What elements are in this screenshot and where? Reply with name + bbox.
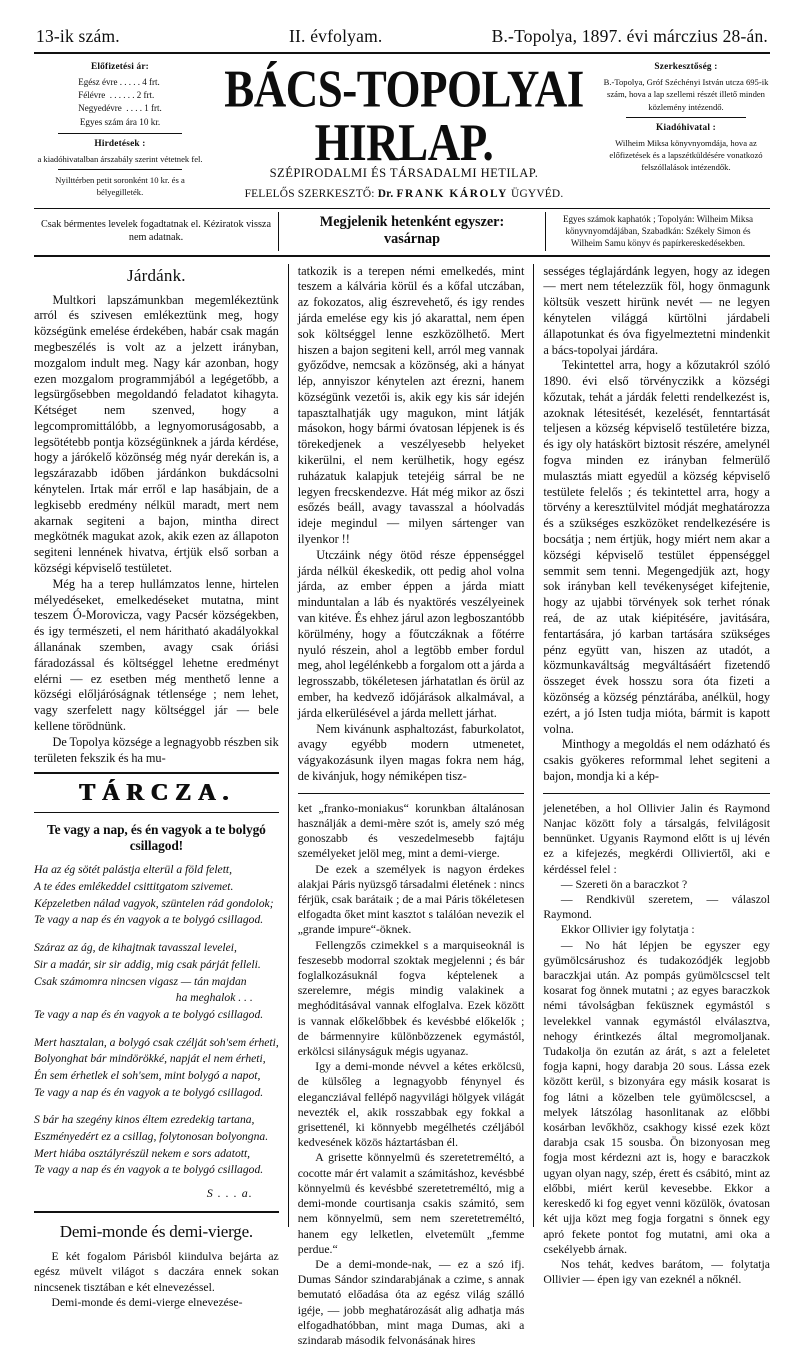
paper-subtitle: SZÉPIRODALMI ÉS TÁRSADALMI HETILAP. bbox=[269, 166, 539, 180]
article-columns bbox=[34, 263, 770, 1347]
poem-line: Én sem érhetlek el soh'sem, mint bolygó a napot, bbox=[34, 1068, 261, 1082]
masthead bbox=[34, 54, 770, 200]
price-row: Egész évre . . . . . 4 frt. bbox=[78, 77, 160, 88]
issue-place-date: B.-Topolya, 1897. évi márczius 28-án. bbox=[491, 26, 768, 46]
ads-heading: Hirdetések : bbox=[94, 138, 146, 149]
open-letters-text: Nyilttérben petit soronként 10 kr. és a bélyegilleték. bbox=[55, 175, 185, 198]
article-paragraph: Még ha a terep hullámzatos lenne, hirtelen mélyedéseket, emelkedéseket mutatna, mint teszem Ó-Morovicza, vagy Pacsér községekben, és igy természeti, el nem háritható akadályokkal állanának szemben, avagy csak óriási fáradozással és költséggel lehetne eredményt elérni — ez esetben még menthető lenne a községi előljáróságnak tétlensége ; nem lehet, vagy szerfelett nagy költséggel jár — bele kellene törödnünk. bbox=[34, 576, 279, 734]
editor-prefix: FELELŐS SZERKESZTŐ: bbox=[244, 188, 375, 200]
publisher-heading: Kiadóhivatal : bbox=[656, 122, 716, 133]
publisher-address: Wilheim Miksa könyvnyomdája, hova az előfizetések és a lapszétküldésére vonatkozó felszóllalások intézendők. bbox=[609, 137, 763, 173]
poem-stanza bbox=[34, 862, 279, 929]
feuilleton-paragraph: Ekkor Ollivier igy folytatja : bbox=[560, 923, 695, 937]
poem-line: Te vagy a nap és én vagyok a te bolygó csillagod. bbox=[34, 913, 264, 927]
banner-row bbox=[34, 208, 770, 257]
issue-line bbox=[34, 26, 770, 52]
poem-line: Ha az ég sötét palástja elterül a föld felett, bbox=[34, 863, 233, 877]
article-paragraph: Minthogy a megoldás el nem odázható és csakis gyökeres reformmal lehet segiteni a bajon, mondja ki a kép- bbox=[543, 737, 770, 784]
poem-line: Te vagy a nap és én vagyok a te bolygó csillagod. bbox=[34, 1163, 264, 1177]
main-article-title: Járdánk. bbox=[127, 265, 186, 285]
feuilleton-paragraph: Demi-monde és demi-vierge elnevezése- bbox=[51, 1295, 243, 1309]
poem-line: S bár ha szegény kinos éltem ezredekig tartana, bbox=[34, 1113, 255, 1127]
article-paragraph: Multkori lapszámunkban megemlékeztünk arról és szivesen emlékeztünk meg, hogy községünk emelése érdekében, habár csak magán megbeszélés is volt az a jelzett irányban, mozgalom indult meg. Nagy kár azonban, hogy ezen mozgalom programmjából a legégetőbb, a legsürgősebben megoldandó feladatot kihagyta. Kétséget nem szenved, hogy a legcompromittálóbb, a legnyomoruságosabb, a legsötétebb pontja községünknek a járda kérdése, hogy a járókelő közönség még nyár derekán is, a legszárazabb időben járdánkon bukdácsolni kénytelen. Irtak már erről e lap hasábjain, de a legkisebb eredmény nélkül maradt, mert nem akarnak segiteni a bajon, mintha direct megkötnék magukat azok, akik ezen az állapoton segiteni lennének hivatva, értjük első sorban a községi képviselő testületet. bbox=[34, 292, 279, 576]
masthead-left-column bbox=[34, 59, 206, 200]
masthead-center bbox=[206, 59, 602, 200]
price-row: Félévre . . . . . . 2 frt. bbox=[78, 90, 155, 101]
feuilleton-paragraph: jelenetében, a hol Ollivier Jalin és Raymond Nanjac között foly a társalgás, felvilágosit bennünket. Ugyanis Raymond előtt is uj lévén ez a kifejezés, megkérdi Olliviertől, aki e kérdéssel felel : bbox=[543, 801, 770, 876]
article-paragraph: tatkozik is a terepen némi emelkedés, mint teszem a kálvária körül és a kőfal utczában, az fokozatos, alig észrevehető, és igy rendes járda emelése egy kis jó akarattal, nem épen sok költséggel lenne eszközölhető. Mert hiszen a bajon segiteni kell, arról meg vannak győződve, nemcsak a közönség, aki a hányat lép, annyiszor kénytelen azt érezni, hanem községünk vezetői is, akik egy kis sár idején tapasztalhatják ugy magukon, mint látják másokon, hogy bármi óvatosan lépjenek is és törekedjenek a veszélyesebb helyeket kikerülni, el nem kerülhetik, hogy egész ruházatuk kalapjuk tetejéig sárral be ne legyen frecskendezve. Hát még mikor az őszi esőzés beáll, avagy tavasszal a hóolvadás ideje megindul — milyen sártenger van ilyenkor !! bbox=[297, 263, 525, 547]
feuilleton-dialogue-line: — Szereti ön a baraczkot ? bbox=[560, 877, 688, 891]
ads-text: a kiadóhivatalban árszabály szerint vétetnek fel. bbox=[37, 153, 203, 164]
editor-suffix: ÜGYVÉD. bbox=[511, 188, 564, 200]
column-2 bbox=[288, 263, 535, 1347]
column-3 bbox=[534, 263, 770, 1287]
article-paragraph: Nem kivánunk asphaltozást, faburkolatot, avagy egyébb modern utmenetet, vágyakozásunk ilyen magas fokra nem hág, de kivánjuk, hogy némiképen tisz- bbox=[297, 721, 525, 784]
banner-postage-note: Csak bérmentes levelek fogadtatnak el. Kéziratok vissza nem adatnak. bbox=[41, 218, 271, 244]
feuilleton-paragraph: Igy a demi-monde névvel a kétes erkölcsü, de külsőleg a legnagyobb fénynyel és elegancziával fellépő nagyvilági hölgyek világát nevezték el, akik rosszabbak egy fokkal a grisettenél, ki könnyebb megélhetés czéljából kedvesének közös háztartásban él. bbox=[297, 1060, 525, 1150]
poem-line: Sir a madár, sir sir addig, mig csak párját felleli. bbox=[34, 957, 261, 971]
feuilleton-rule bbox=[298, 793, 525, 794]
article-paragraph: Utczáink négy ötöd része éppenséggel járda nélkül ékeskedik, ott pedig ahol volna járda, az ember éppen a járda miatt minduntalan a láb és nyaktörés veszélyeinek van kitéve. És ehhez járul azon legboszantóbb körülmény, hogy a főutczáknak a főtérre nyuló részein, ahol a legtöbb ember fordul meg, ahol legélénkebb a forgalom ott a járda a legrosszabb, tökéletesen járhatatlan és örül az ember, ha kedvező időjárások alkalmával, a járda elkerülésével a járda mellett járhat. bbox=[297, 547, 525, 720]
poem-stanza bbox=[34, 940, 279, 1023]
article-paragraph: De Topolya községe a legnagyobb részben sik területen fekszik és ha mu- bbox=[34, 734, 279, 765]
paper-editor-line bbox=[210, 188, 598, 200]
poem-line: ha meghalok . . . bbox=[175, 991, 253, 1005]
feuilleton-dialogue-line: — Rendkivül szeretem, — válaszol Raymond. bbox=[543, 893, 770, 922]
editor-name: FRANK KÁROLY bbox=[396, 188, 508, 200]
editorial-heading: Szerkesztőség : bbox=[654, 62, 718, 72]
poem-title: Te vagy a nap, és én vagyok a te bolygó csillagod! bbox=[46, 822, 266, 854]
poem-line: Mert hasztalan, a bolygó csak czélját soh'sem érheti, bbox=[34, 1035, 279, 1049]
banner-row-wrapper bbox=[34, 208, 770, 257]
banner-frequency-line1: Megjelenik hetenként egyszer: bbox=[319, 213, 505, 230]
subscription-heading: Előfizetési ár: bbox=[91, 62, 149, 72]
poem-signature: S . . . a. bbox=[206, 1186, 253, 1201]
masthead-left-separator-2 bbox=[58, 169, 182, 170]
issue-number: 13-ik szám. bbox=[36, 26, 120, 46]
feuilleton-paragraph: A grisette könnyelmü és szeretetreméltó, a cocotte már ért valamit a számitáshoz, kevésbbé könnyelmü és kevésbbé szeretetreméltó, mig a demi-monde courtisanja csakis számitó, sem nem könnyelmü, sem nem szeretetreméltó, hanem egy lelketlen, elvetemült „femme perdue.“ bbox=[297, 1151, 525, 1256]
tarcza-rule-bottom bbox=[34, 812, 279, 813]
article-paragraph: Tekintettel arra, hogy a kőzutakról szóló 1890. évi első törvényczikk a községi kőzutak, tehát a járdák feletti rendelkezést is, azoknak létesitését, kezelését, fenntartását teljesen a község képviselő testületére bizza, és igy oly hatáskört biztosit részére, amelynél fogva minden ez irányban felmerülő mulasztás miatt egyedül a község képviselő testülete felelős ; és tekintettel arra, hogy a törvény a keresztülvitel módját meghatározza és a szükséges eszközöket rendelkezésére is bocsátja ; nem értjük, hogy miért nem akar a községi képviselő testület éppenséggel semmit sem tenni. Megengedjük azt, hogy sok irányban kell tevékenységet kifejtenie, hogy az ujabbi törvények sok terhet rónak reá, de az utak kiépitésére, javitására, fentartására, jó karban tartására szükséges pénz együtt van, hiszen az utadót, a közmunkaváltság megváltásáért fizetendő összeget évek hosszu sora óta fizeti a közönség a község pénztárába, anélkül, hogy ezért, a jó Isten tudja mióta, bármit is kapott volna. bbox=[543, 358, 770, 736]
feuilleton-paragraph: ket „franko-moniakus“ korunkban általánosan használják a demi-mère szót is, amely szó még gonoszabb és veszedelmesebb fajtáju személyeket jelöl meg, mint a demi-vierge. bbox=[297, 801, 525, 861]
banner-frequency-line2: vasárnap bbox=[384, 231, 440, 248]
paper-title: BÁCS-TOPOLYAI HIRLAP. bbox=[224, 59, 584, 172]
feuilleton-paragraph: E két fogalom Párisból kiindulva bejárta az egész müvelt világot s daczára ennek sokan nincsenek tisztában e két elnevezéssel. bbox=[34, 1250, 279, 1294]
masthead-right-column bbox=[602, 59, 770, 200]
feuilleton-paragraph: De a demi-monde-nak, — ez a szó ifj. Dumas Sándor szindarabjának a czime, s annak bemutató előadása óta az egész világ szálló igéje, — jobb meghatározását alig adhatja más elfogadhatóbban, mint maga Dumas, aki a szindarab második felvonásának hires bbox=[297, 1257, 525, 1347]
subscription-price-list bbox=[78, 76, 161, 115]
feuilleton-paragraph: Fellengzős czimekkel s a marquiseoknál is feszesebb modorral szoktak megjelenni ; és bár foglalkozásuknál fogva képtelenek a szerelemre, mégis mindig valakinek a meghóditásával vannak elfoglalva. Ezek között is vannak előkelőbbek és kevésbbé előkelők ; de bármennyire különbözzenek egymástól, erkölcsi silányságuk mégis ugyanaz. bbox=[297, 938, 525, 1059]
poem-line: Eszményedért ez a csillag, folytonosan bolyongna. bbox=[34, 1130, 269, 1144]
poem-stanza bbox=[34, 1112, 279, 1179]
column-1 bbox=[34, 264, 288, 1309]
feuilleton-dialogue-line: — No hát lépjen be egyszer egy gyümölcsárushoz és tudakozódjék legjobb baraczkjai után. Az pompás gyümölcscsel telt kosarat fog önnek mutatni ; az egyes baraczkok némi távolságban feküsznek egymástól s levelekkel vannak egymástól elválasztva, nehogy érintkezés által megromoljanak. Tudakolja ön ezután az árát, s azt a feleletet fogja kapni, hogy darabja 20 sous. Lássa ezek között kerül, s bizonyára egy másik kosarat is fog látni a közelben tele gyümölcscsel, a melyek látszólag hasonlitanak az előbbi kosárban levőkhöz, csakhogy kissé ezek közt darabja csak 15 sousba. Ön bizonyosan meg fogja most kérdezni azt is, hogy e baraczkok ugyan olyan nagy, szép, érett és csábitó, mint az előbbi, miért kerül kevesebbe. Ekkor a kereskedő ki fog egyet venni közülök, óvatosan két ujja közt meg fogja forgatni s önnek egy apró fekete pontot fog mutatni, ami oka a csekélyebb árnak. bbox=[543, 938, 770, 1256]
poem-line: Száraz az ág, de kihajtnak tavasszal levelei, bbox=[34, 941, 237, 955]
article-paragraph: sességes téglajárdánk legyen, hogy az idegen — mert nem tételezzük föl, hogy önmagunk költsük veszett hirünk nevét — ne legyen kénytelen világgá kürtölni járdabeli állapotunkat és óva figyelmeztetni mindenkit a bács-topolyai járdára. bbox=[543, 263, 770, 357]
poem-line: Bolyonghat bár mindörökké, napját el nem érheti, bbox=[34, 1052, 266, 1066]
poem-line: Te vagy a nap és én vagyok a te bolygó csillagod. bbox=[34, 1085, 264, 1099]
poem-stanza bbox=[34, 1035, 279, 1102]
tarcza-heading: TÁRCZA. bbox=[79, 780, 236, 807]
feuilleton-divider bbox=[34, 1211, 279, 1213]
feuilleton-paragraph: De ezek a személyek is nagyon érdekes alakjai Páris nyüzsgő társadalmi életének : nincs férjük, csak barátaik ; de a mai Páris tökéletesen elfogadta őket mint kasztot s találóan nevezik el „grande impure“-öknek. bbox=[297, 862, 525, 937]
feuilleton-title: Demi-monde és demi-vierge. bbox=[59, 1222, 253, 1242]
issue-volume: II. évfolyam. bbox=[289, 26, 383, 46]
single-copy-price: Egyes szám ára 10 kr. bbox=[79, 116, 161, 127]
editorial-address: B.-Topolya, Gróf Széchényi István utcza 695-ik szám, hova a lap szellemi részét illető minden közlemény intézendő. bbox=[603, 77, 769, 112]
poem-line: Képzeletben nálad vagyok, szüntelen rád gondolok; bbox=[34, 896, 274, 910]
poem-line: A te édes emlékeddel csittitgatom szivemet. bbox=[34, 880, 234, 894]
banner-frequency bbox=[278, 212, 546, 251]
masthead-left-separator bbox=[58, 133, 182, 134]
feuilleton-paragraph: Nos tehát, kedves barátom, — folytatja Ollivier — épen igy van ezeknél a nőknél. bbox=[543, 1257, 770, 1287]
poem-line: Csak számomra nincsen vigasz — tán majdan bbox=[34, 974, 247, 988]
masthead-right-separator bbox=[626, 117, 747, 118]
banner-where-to-buy: Egyes számok kaphatók ; Topolyán: Wilheim Miksa könyvnyomdájában, Szabadkán: Székely Simon és Wilheim Samu könyv és papírkereskedésekben. bbox=[562, 214, 754, 249]
tarcza-section bbox=[34, 772, 279, 813]
price-row: Negyedévre . . . . 1 frt. bbox=[78, 103, 162, 114]
poem-line: Te vagy a nap és én vagyok a te bolygó csillagod. bbox=[34, 1007, 264, 1021]
editor-title: Dr. bbox=[377, 188, 394, 200]
poem-line: Mert hiába osztályrészül nekem e sors adatott, bbox=[34, 1146, 251, 1160]
feuilleton-rule bbox=[543, 793, 770, 794]
